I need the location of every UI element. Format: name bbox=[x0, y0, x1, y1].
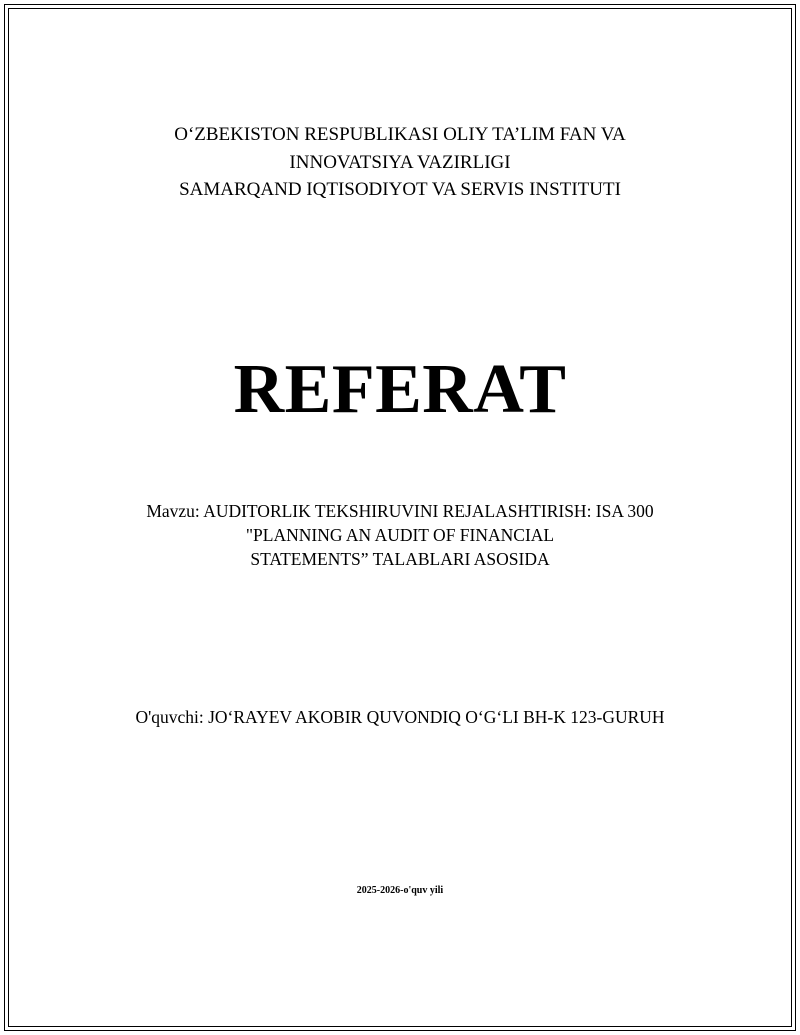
topic-line-1: Mavzu: AUDITORLIK TEKSHIRUVINI REJALASHTIRISH: ISA 300 bbox=[146, 501, 654, 521]
header-line-1: O‘ZBEKISTON RESPUBLIKASI OLIY TA’LIM FAN VA bbox=[174, 124, 626, 145]
ministry-header bbox=[0, 121, 800, 204]
student-line: O'quvchi: JO‘RAYEV AKOBIR QUVONDIQ O‘G‘LI BH-K 123-GURUH bbox=[135, 707, 665, 727]
topic-line-3: STATEMENTS” TALABLARI ASOSIDA bbox=[250, 549, 550, 569]
header-line-3: SAMARQAND IQTISODIYOT VA SERVIS INSTITUTI bbox=[179, 179, 621, 200]
academic-year: 2025-2026-o'quv yili bbox=[356, 885, 444, 896]
topic-block bbox=[0, 499, 800, 571]
document-title: REFERAT bbox=[233, 351, 567, 428]
header-line-2: INNOVATSIYA VAZIRLIGI bbox=[289, 151, 511, 173]
topic-line-2: "PLANNING AN AUDIT OF FINANCIAL bbox=[245, 525, 555, 545]
